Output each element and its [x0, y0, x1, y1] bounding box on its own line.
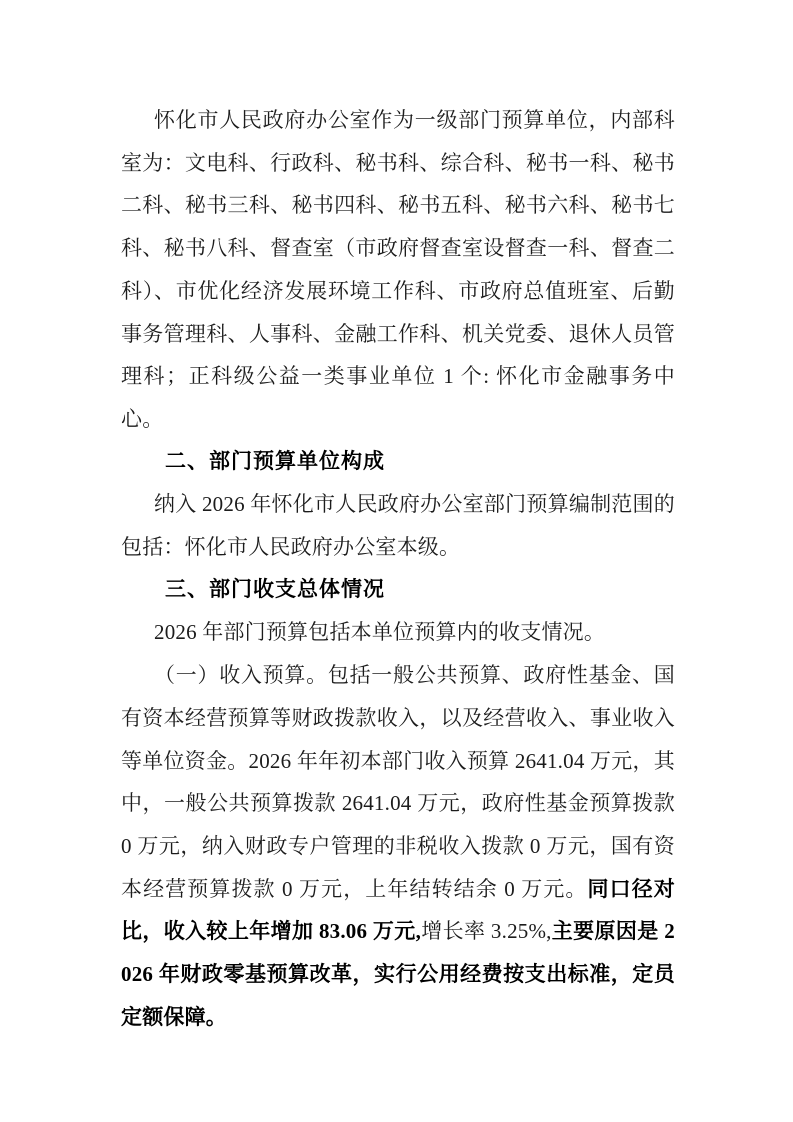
- text-segment: （一）收入预算。包括一般公共预算、政府性基金、国有资本经营预算等财政拨款收入，以及经营收入、事业收入等单位资金。2026 年年初本部门收入预算 2641.04 万元，其中，一般公共预算拨款 2641.04 万元，政府性基金预算拨款 0 万元，纳入财政专户管理的非税收入拨款 0 万元，国有资本经营预算拨款 0 万元，上年结转结余 0 万元。: [121, 663, 675, 901]
- text-segment-bold: 同口径对比，收入较上年增加 83.06 万元,: [121, 876, 675, 944]
- para-budget-scope: [121, 483, 675, 568]
- text-segment: 增长率 3.25%,: [421, 919, 552, 944]
- heading-section-3: [121, 569, 675, 612]
- text-segment: 2026 年部门预算包括本单位预算内的收支情况。: [154, 620, 606, 645]
- para-internal-departments: [121, 99, 675, 441]
- text-segment: 纳入 2026 年怀化市人民政府办公室部门预算编制范围的包括：怀化市人民政府办公室本级。: [121, 492, 675, 560]
- text-segment-bold: 主要原因是 2026 年财政零基预算改革，实行公用经费按支出标准，定员定额保障。: [121, 919, 675, 1029]
- text-segment: 怀化市人民政府办公室作为一级部门预算单位，内部科室为：文电科、行政科、秘书科、综合科、秘书一科、秘书二科、秘书三科、秘书四科、秘书五科、秘书六科、秘书七科、秘书八科、督查室（市政府督查室设督查一科、督查二科）、市优化经济发展环境工作科、市政府总值班室、后勤事务管理科、人事科、金融工作科、机关党委、退休人员管理科；正科级公益一类事业单位 1 个: 怀化市金融事务中心。: [121, 108, 675, 431]
- heading-text: 二、部门预算单位构成: [165, 449, 385, 473]
- heading-section-2: [121, 441, 675, 484]
- para-budget-overview: [121, 611, 675, 654]
- heading-text: 三、部门收支总体情况: [165, 577, 385, 601]
- para-revenue-budget: [121, 654, 675, 1038]
